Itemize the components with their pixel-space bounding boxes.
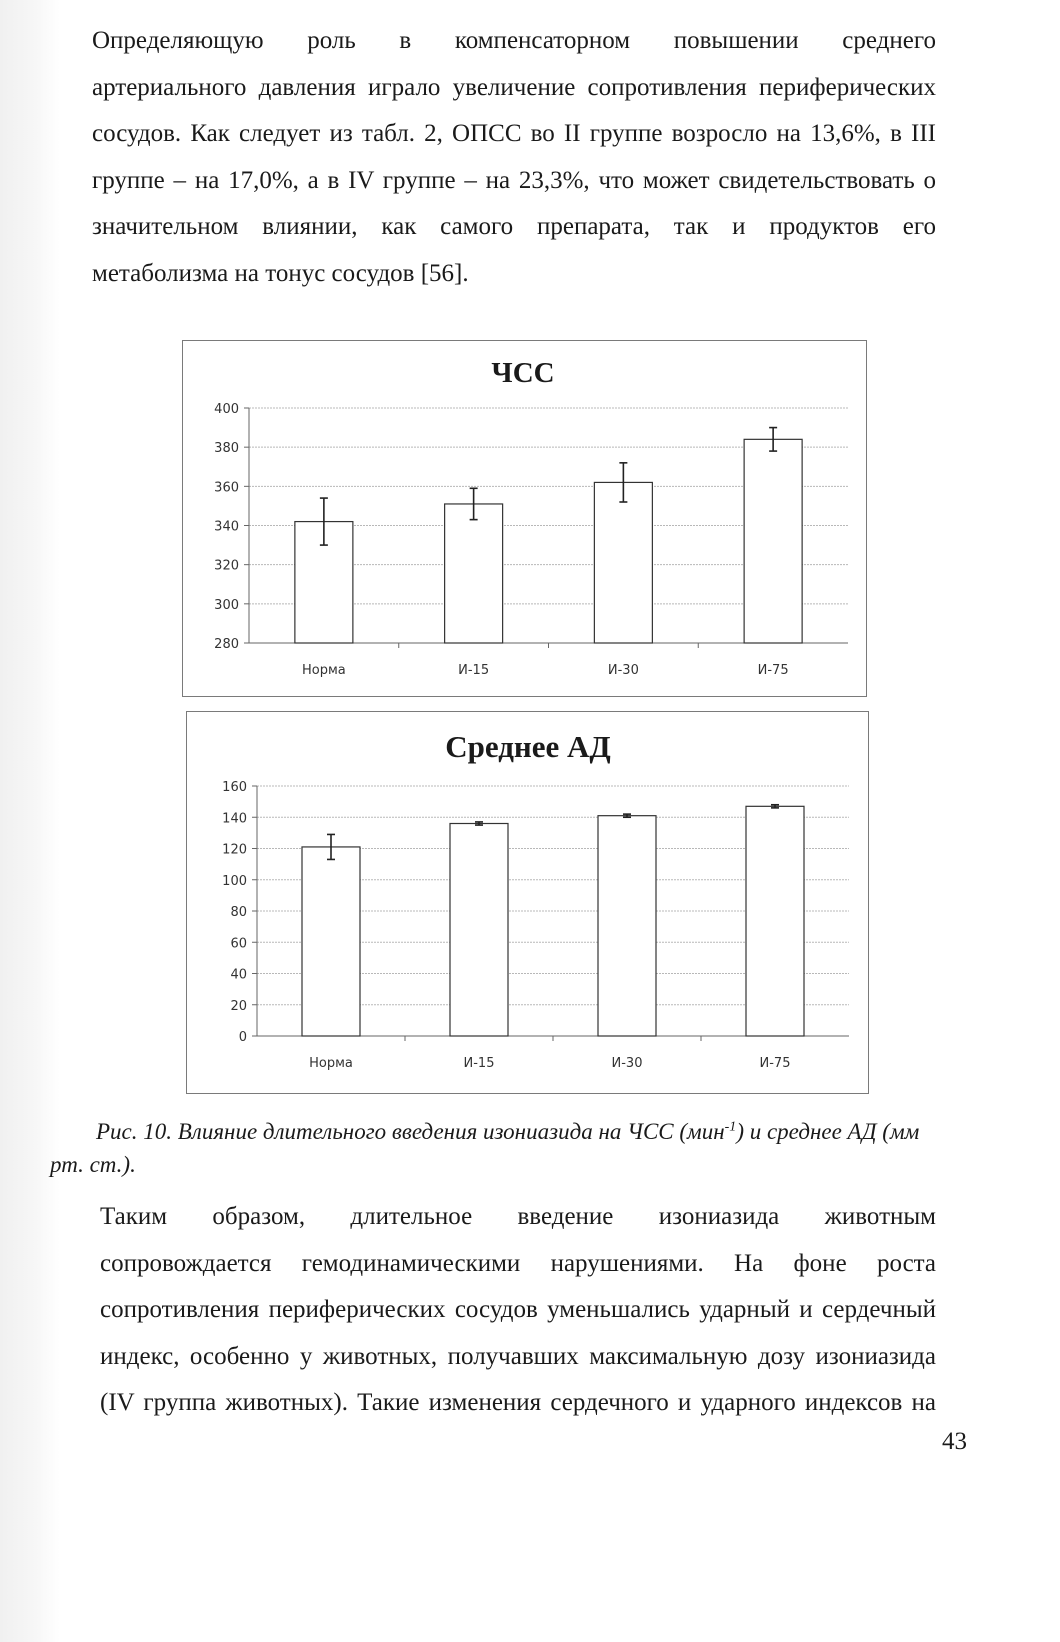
caption-superscript: -1 bbox=[724, 1119, 737, 1134]
bar bbox=[445, 504, 503, 643]
caption-suffix: ) и среднее АД (мм bbox=[736, 1118, 920, 1144]
paragraph-2-line: индекс, особенно у животных, получавших максимальную дозу изониазида bbox=[100, 1342, 936, 1370]
paragraph-2-line: Таким образом, длительное введение изониазида животным bbox=[100, 1203, 936, 1230]
y-tick-label: 340 bbox=[214, 519, 239, 535]
paragraph-2 bbox=[50, 1194, 936, 1427]
paragraph-1-line: артериального давления играло увеличение сопротивления периферических bbox=[92, 73, 936, 101]
x-tick-label: Норма bbox=[309, 1056, 353, 1071]
chart-title: Среднее АД bbox=[445, 729, 611, 764]
mean-bp-chart bbox=[186, 711, 869, 1094]
paragraph-1 bbox=[50, 18, 936, 297]
paragraph-2-line: сопротивления периферических сосудов уменьшались ударный и сердечный bbox=[100, 1296, 936, 1323]
bar bbox=[598, 816, 656, 1036]
x-tick-label: И-15 bbox=[463, 1056, 495, 1071]
y-tick-label: 360 bbox=[214, 480, 239, 496]
paragraph-1-line: Определяющую роль в компенсаторном повышении среднего bbox=[92, 27, 936, 54]
bar bbox=[302, 847, 360, 1036]
heart-rate-chart-svg bbox=[183, 341, 866, 696]
heart-rate-chart bbox=[182, 340, 867, 697]
x-tick-label: И-75 bbox=[759, 1056, 791, 1071]
bar bbox=[744, 439, 802, 643]
y-tick-label: 300 bbox=[214, 597, 239, 613]
y-tick-label: 160 bbox=[222, 780, 247, 795]
y-tick-label: 380 bbox=[214, 441, 239, 457]
y-tick-label: 400 bbox=[214, 402, 239, 417]
mean-bp-chart-svg bbox=[187, 712, 868, 1093]
y-tick-label: 140 bbox=[222, 811, 247, 827]
bar bbox=[450, 824, 508, 1037]
x-tick-label: И-30 bbox=[607, 663, 639, 678]
page-number: 43 bbox=[942, 1428, 967, 1455]
y-tick-label: 120 bbox=[222, 842, 247, 858]
x-tick-label: Норма bbox=[301, 663, 346, 678]
x-tick-label: И-30 bbox=[611, 1056, 643, 1071]
chart-title: ЧСС bbox=[491, 357, 555, 389]
paragraph-1-line: сосудов. Как следует из табл. 2, ОПСС во II группе возросло на 13,6%, в III bbox=[92, 120, 936, 147]
x-tick-label: И-75 bbox=[757, 663, 789, 678]
y-tick-label: 40 bbox=[230, 967, 247, 983]
paragraph-1-line: значительном влиянии, как самого препарата, так и продуктов его bbox=[92, 213, 936, 240]
paragraph-1-line: метаболизма на тонус сосудов [56]. bbox=[92, 259, 469, 287]
caption-line-2: рт. ст.). bbox=[50, 1151, 136, 1177]
caption-prefix: Рис. 10. Влияние длительного введения изониазида на ЧСС (мин bbox=[96, 1118, 725, 1144]
figure-caption bbox=[50, 1110, 970, 1181]
paragraph-2-line: (IV группа животных). Такие изменения сердечного и ударного индексов на bbox=[100, 1389, 936, 1416]
y-tick-label: 20 bbox=[230, 998, 247, 1014]
y-tick-label: 280 bbox=[214, 637, 239, 652]
paragraph-2-line: сопровождается гемодинамическими нарушениями. На фоне роста bbox=[100, 1249, 936, 1277]
y-tick-label: 100 bbox=[222, 873, 247, 889]
bar bbox=[594, 482, 652, 643]
y-tick-label: 0 bbox=[238, 1030, 247, 1045]
y-tick-label: 80 bbox=[230, 905, 247, 920]
y-tick-label: 320 bbox=[214, 558, 239, 574]
caption-line-1 bbox=[50, 1119, 919, 1144]
bar bbox=[746, 806, 804, 1036]
x-tick-label: И-15 bbox=[458, 663, 490, 678]
paragraph-1-line: группе – на 17,0%, а в IV группе – на 23,3%, что может свидетельствовать о bbox=[92, 166, 936, 194]
y-tick-label: 60 bbox=[230, 936, 247, 952]
